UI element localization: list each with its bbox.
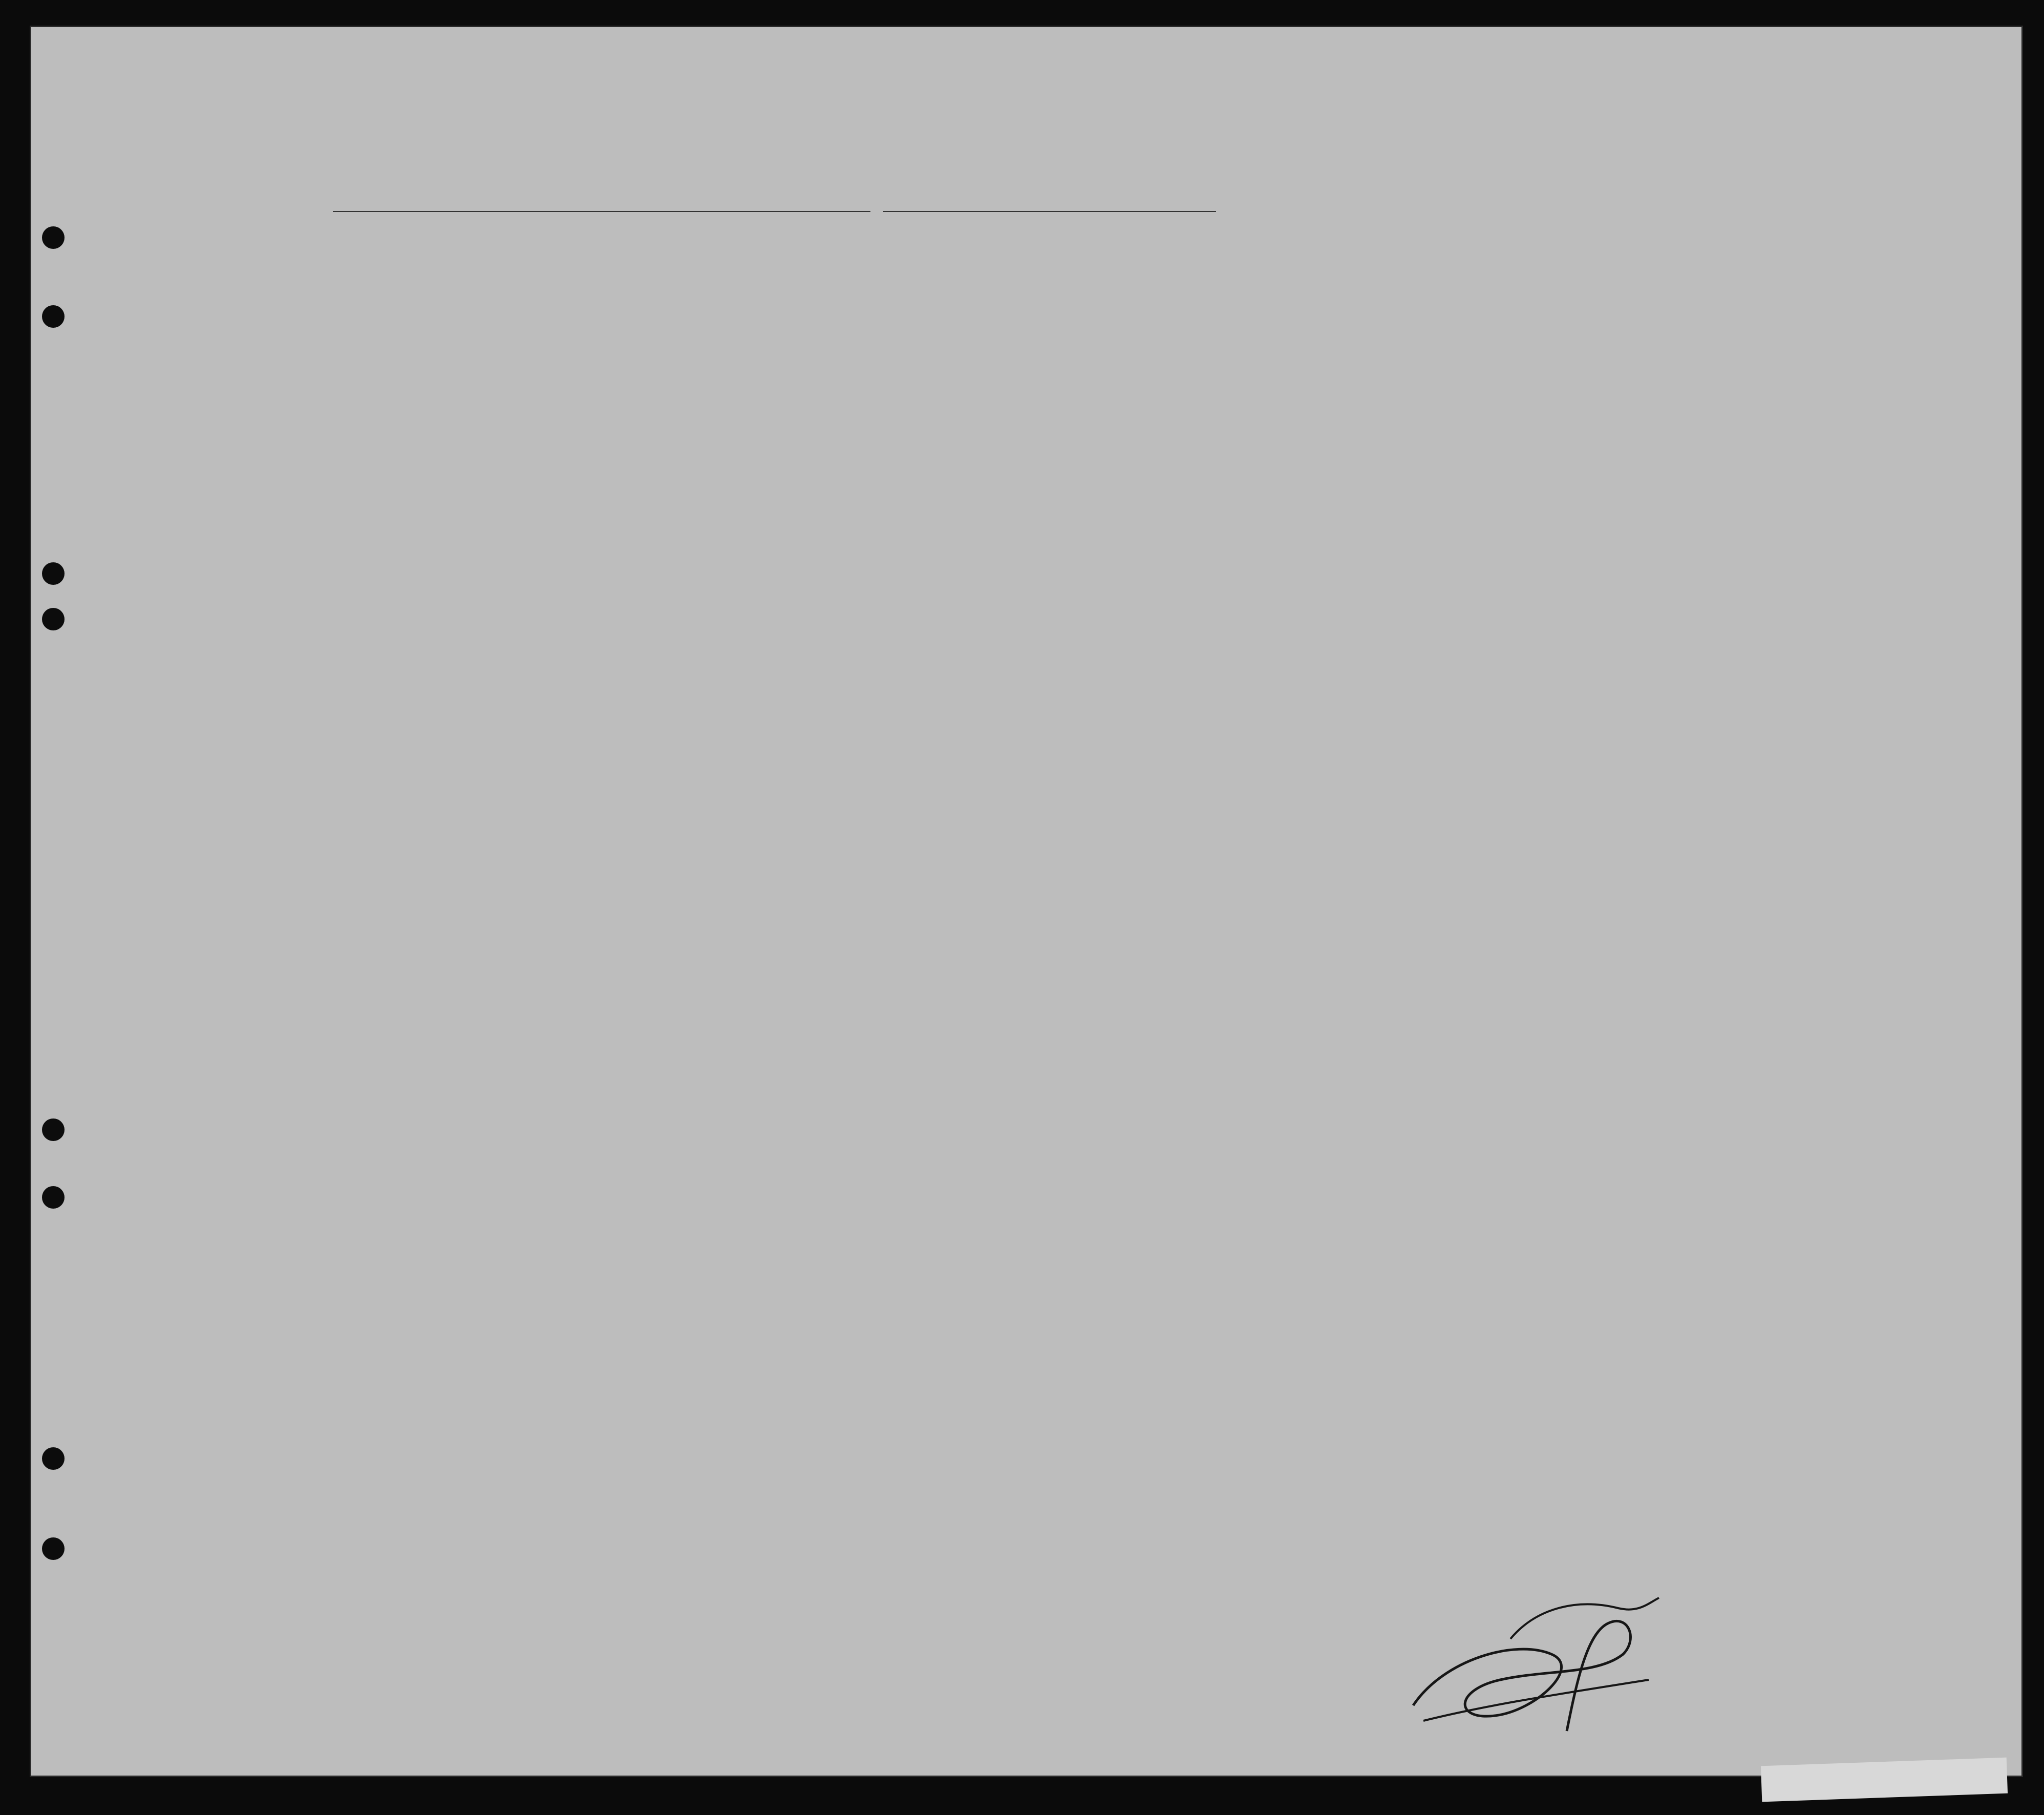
punch-hole (42, 608, 65, 630)
punch-hole (42, 1447, 65, 1470)
punch-hole (42, 562, 65, 585)
punch-hole (42, 305, 65, 328)
purser-signature (1382, 1577, 1669, 1746)
punch-hole (42, 1186, 65, 1209)
punch-hole (42, 1118, 65, 1141)
punch-hole (42, 226, 65, 249)
date-line (883, 211, 1216, 212)
punch-hole (42, 1537, 65, 1560)
port-line (333, 211, 870, 212)
